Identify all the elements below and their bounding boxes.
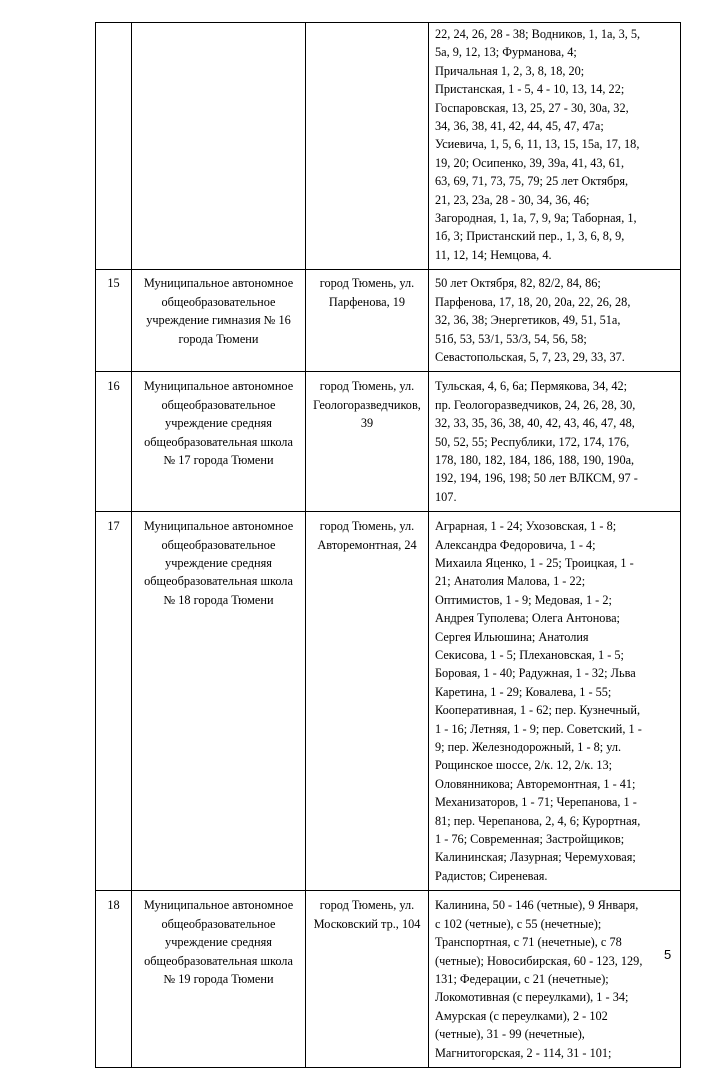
row-number: 18 — [107, 898, 120, 913]
assigned-streets-line: Аграрная, 1 - 24; Ухозовская, 1 - 8; — [435, 519, 617, 534]
school-address-line: Московский тр., 104 — [313, 916, 421, 931]
assigned-streets-line: 21; Анатолия Малова, 1 - 22; — [435, 574, 586, 589]
school-name-cell — [132, 512, 306, 891]
assigned-streets-line: Парфенова, 17, 18, 20, 20а, 22, 26, 28, — [435, 294, 631, 309]
table-row — [96, 891, 681, 1068]
school-address-line: город Тюмень, ул. — [319, 276, 415, 291]
school-address-cell — [306, 23, 429, 270]
assigned-streets-line: Загородная, 1, 1а, 7, 9, 9а; Таборная, 1, — [435, 211, 637, 226]
assigned-streets-line: 107. — [435, 489, 457, 504]
assigned-streets-line: 34, 36, 38, 41, 42, 44, 45, 47, 47а; — [435, 119, 604, 134]
school-name-line: общеобразовательная школа — [144, 953, 293, 968]
row-number-cell — [96, 512, 132, 891]
school-name-cell — [132, 23, 306, 270]
assigned-streets-line: 22, 24, 26, 28 - 38; Водников, 1, 1а, 3, 5, — [435, 27, 641, 41]
assigned-streets-line: Кооперативная, 1 - 62; пер. Кузнечный, — [435, 703, 641, 718]
school-name-line: общеобразовательная школа — [144, 434, 293, 449]
row-number: 16 — [107, 379, 120, 394]
school-name-line: учреждение средняя — [165, 935, 272, 950]
school-name-cell — [132, 891, 306, 1068]
assigned-streets-line: Рощинское шоссе, 2/к. 12, 2/к. 13; — [435, 758, 613, 773]
assigned-streets-cell — [429, 270, 681, 372]
table-row — [96, 23, 681, 270]
assigned-streets-line: 63, 69, 71, 73, 75, 79; 25 лет Октября, — [435, 174, 629, 189]
school-address-line: город Тюмень, ул. — [319, 519, 415, 534]
assigned-streets-line: Тульская, 4, 6, 6а; Пермякова, 34, 42; — [435, 379, 628, 394]
school-name-line: № 18 города Тюмени — [163, 592, 274, 607]
assigned-streets-line: 9; пер. Железнодорожный, 1 - 8; ул. — [435, 740, 622, 755]
assigned-streets-line: пр. Геологоразведчиков, 24, 26, 28, 30, — [435, 397, 636, 412]
assigned-streets-line: Радистов; Сиреневая. — [435, 868, 548, 883]
school-name-line: учреждение средняя — [165, 555, 272, 570]
assigned-streets-line: Пристанская, 1 - 5, 4 - 10, 13, 14, 22; — [435, 82, 625, 97]
school-address-line: 39 — [360, 416, 374, 431]
assigned-streets-line: 81; пер. Черепанова, 2, 4, 6; Курортная, — [435, 813, 641, 828]
assigned-streets-line: с 102 (четные), с 55 (нечетные); — [435, 916, 602, 931]
assigned-streets-line: (четные), 31 - 99 (нечетные), — [435, 1027, 585, 1042]
assigned-streets-line: Магнитогорская, 2 - 114, 31 - 101; — [435, 1045, 612, 1060]
assigned-streets-cell — [429, 512, 681, 891]
assigned-streets-line: Сергея Ильюшина; Анатолия — [435, 629, 589, 644]
table-row — [96, 270, 681, 372]
school-name-line: общеобразовательное — [161, 397, 276, 412]
assigned-streets-line: 131; Федерации, с 21 (нечетные); — [435, 971, 609, 986]
assigned-streets-line: 1 - 76; Современная; Застройщиков; — [435, 832, 625, 847]
assigned-streets-line: 192, 194, 196, 198; 50 лет ВЛКСМ, 97 - — [435, 471, 638, 486]
assigned-streets-line: Локомотивная (с переулками), 1 - 34; — [435, 990, 629, 1005]
assigned-streets-line: 50 лет Октября, 82, 82/2, 84, 86; — [435, 276, 601, 291]
table-row — [96, 372, 681, 512]
assigned-streets-line: Михаила Яценко, 1 - 25; Троицкая, 1 - — [435, 555, 634, 570]
assigned-streets-line: Механизаторов, 1 - 71; Черепанова, 1 - — [435, 795, 637, 810]
school-address-line: Парфенова, 19 — [328, 294, 406, 309]
school-address-cell — [306, 891, 429, 1068]
assigned-streets-line: Секисова, 1 - 5; Плехановская, 1 - 5; — [435, 648, 624, 662]
assigned-streets-line: Севастопольская, 5, 7, 23, 29, 33, 37. — [435, 349, 625, 364]
assigned-streets-line: Калининская; Лазурная; Черемуховая; — [435, 850, 636, 865]
assigned-streets-line: 51б, 53, 53/1, 53/3, 54, 56, 58; — [435, 331, 587, 346]
school-districts-table — [95, 22, 681, 1068]
row-number-cell — [96, 891, 132, 1068]
school-name-line: общеобразовательное — [161, 294, 276, 309]
assigned-streets-line: Андрея Туполева; Олега Антонова; — [435, 611, 620, 626]
school-name-line: Муниципальное автономное — [143, 519, 294, 534]
assigned-streets-line: Госпаровская, 13, 25, 27 - 30, 30а, 32, — [435, 100, 629, 115]
school-name-line: общеобразовательное — [161, 916, 276, 931]
school-address-cell — [306, 270, 429, 372]
page-number: 5 — [664, 947, 672, 962]
row-number-cell — [96, 270, 132, 372]
assigned-streets-line: 1б, 3; Пристанский пер., 1, 3, 6, 8, 9, — [435, 229, 625, 244]
assigned-streets-line: Оловянникова; Авторемонтная, 1 - 41; — [435, 776, 636, 791]
school-name-line: города Тюмени — [178, 331, 259, 346]
school-address-line: Геологоразведчиков, — [313, 397, 421, 412]
row-number-cell — [96, 23, 132, 270]
school-name-cell — [132, 270, 306, 372]
row-number: 17 — [107, 519, 120, 534]
school-name-cell — [132, 372, 306, 512]
school-address-line: город Тюмень, ул. — [319, 379, 415, 394]
school-name-line: № 19 города Тюмени — [163, 971, 274, 986]
school-name-line: № 17 города Тюмени — [163, 452, 274, 467]
row-number-cell — [96, 372, 132, 512]
school-address-cell — [306, 512, 429, 891]
assigned-streets-line: Усиевича, 1, 5, 6, 11, 13, 15, 15а, 17, 18, — [435, 137, 640, 152]
assigned-streets-line: Амурская (с переулками), 2 - 102 — [435, 1008, 608, 1023]
school-name-line: учреждение средняя — [165, 416, 272, 431]
school-address-line: Авторемонтная, 24 — [317, 537, 417, 552]
assigned-streets-line: 5а, 9, 12, 13; Фурманова, 4; — [435, 45, 577, 60]
assigned-streets-line: (четные); Новосибирская, 60 - 123, 129, — [435, 953, 643, 968]
assigned-streets-line: 178, 180, 182, 184, 186, 188, 190, 190а, — [435, 452, 635, 467]
assigned-streets-line: Калинина, 50 - 146 (четные), 9 Января, — [435, 898, 639, 913]
school-address-line: город Тюмень, ул. — [319, 898, 415, 913]
assigned-streets-cell — [429, 372, 681, 512]
school-name-line: общеобразовательное — [161, 537, 276, 552]
assigned-streets-line: 32, 36, 38; Энергетиков, 49, 51, 51а, — [435, 313, 621, 328]
assigned-streets-line: 11, 12, 14; Немцова, 4. — [435, 247, 552, 262]
assigned-streets-line: Транспортная, с 71 (нечетные), с 78 — [435, 935, 622, 950]
assigned-streets-line: Оптимистов, 1 - 9; Медовая, 1 - 2; — [435, 592, 612, 607]
school-name-line: Муниципальное автономное — [143, 898, 294, 913]
row-number: 15 — [107, 276, 120, 291]
assigned-streets-cell — [429, 891, 681, 1068]
assigned-streets-line: Каретина, 1 - 29; Ковалева, 1 - 55; — [435, 684, 612, 699]
assigned-streets-line: 32, 33, 35, 36, 38, 40, 42, 43, 46, 47, 48, — [435, 416, 635, 431]
school-name-line: общеобразовательная школа — [144, 574, 293, 589]
assigned-streets-line: 21, 23, 23а, 28 - 30, 34, 36, 46; — [435, 192, 590, 207]
assigned-streets-line: Причальная 1, 2, 3, 8, 18, 20; — [435, 63, 585, 78]
assigned-streets-line: 1 - 16; Летняя, 1 - 9; пер. Советский, 1 - — [435, 721, 642, 736]
assigned-streets-line: 50, 52, 55; Республики, 172, 174, 176, — [435, 434, 630, 449]
assigned-streets-line: Боровая, 1 - 40; Радужная, 1 - 32; Льва — [435, 666, 636, 681]
school-address-cell — [306, 372, 429, 512]
school-name-line: учреждение гимназия № 16 — [146, 313, 291, 328]
table-row — [96, 512, 681, 891]
assigned-streets-line: 19, 20; Осипенко, 39, 39а, 41, 43, 61, — [435, 155, 625, 170]
school-name-line: Муниципальное автономное — [143, 276, 294, 291]
school-name-line: Муниципальное автономное — [143, 379, 294, 394]
assigned-streets-line: Александра Федоровича, 1 - 4; — [435, 537, 596, 552]
assigned-streets-cell — [429, 23, 681, 270]
